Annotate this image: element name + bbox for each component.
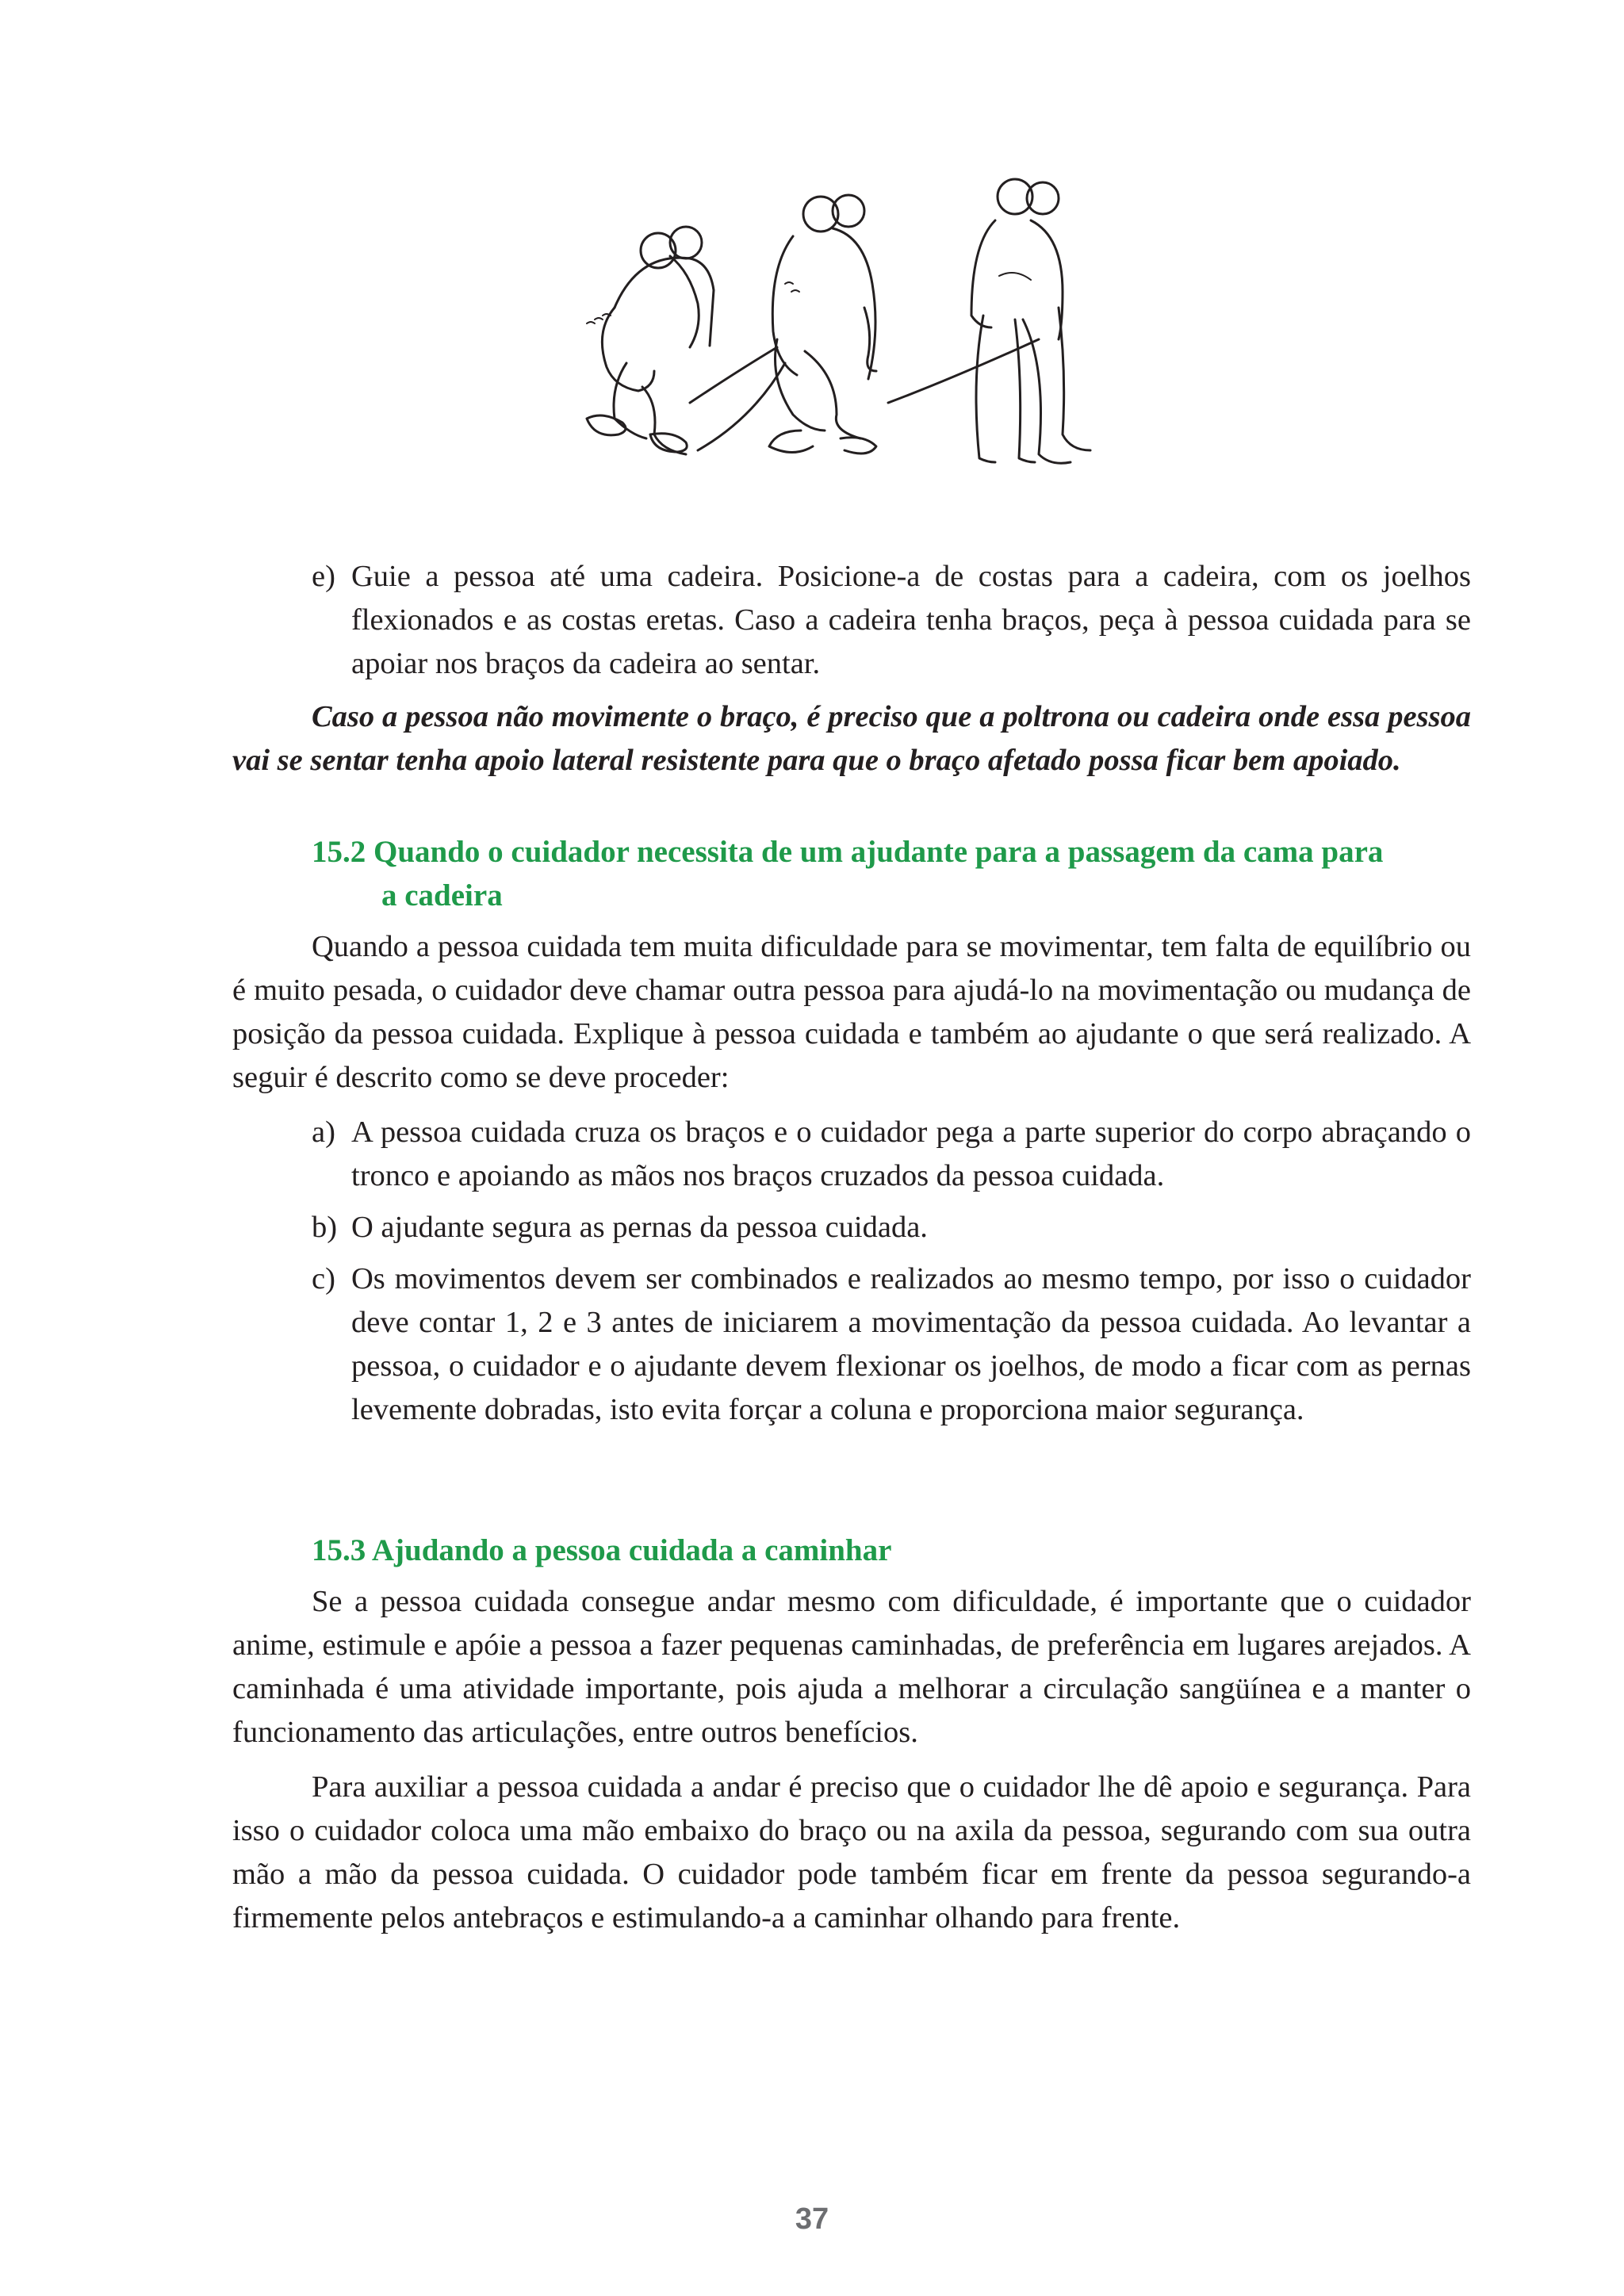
section-heading-15-3 — [232, 1529, 1471, 1572]
section-number: 15.3 — [312, 1533, 366, 1567]
list-item-b — [312, 1206, 1471, 1249]
list-marker: a) — [312, 1115, 335, 1149]
list-item-text: O ajudante segura as pernas da pessoa cuidada. — [351, 1211, 928, 1244]
illustration-step-1 — [587, 227, 785, 454]
list-item-text: Os movimentos devem ser combinados e realizados ao mesmo tempo, por isso o cuidador deve contar 1, 2 e 3 antes de iniciarem a movimentação da pessoa cuidada. Ao levantar a pessoa, o cuidador e o ajudante devem flexionar os joelhos, de modo a ficar com as pernas levemente dobradas, isto evita forçar a coluna e proporciona maior segurança. — [351, 1262, 1471, 1426]
paragraph: Quando a pessoa cuidada tem muita dificuldade para se movimentar, tem falta de equilíbrio ou é muito pesada, o cuidador deve chamar outra pessoa para ajudá-lo na movimentação ou mudança de posição da pessoa cuidada. Explique à pessoa cuidada e também ao ajudante o que será realizado. A seguir é descrito como se deve proceder: — [232, 930, 1471, 1094]
transfer-illustration — [539, 149, 1110, 515]
list-item-text: A pessoa cuidada cruza os braços e o cuidador pega a parte superior do corpo abraçando o tronco e apoiando as mãos nos braços cruzados da pessoa cuidada. — [351, 1115, 1471, 1192]
list-marker: e) — [312, 560, 335, 593]
section-title: Quando o cuidador necessita de um ajudante para a passagem da cama para — [373, 835, 1384, 869]
list-marker: b) — [312, 1211, 338, 1244]
emphasis-note: Caso a pessoa não movimente o braço, é preciso que a poltrona ou cadeira onde essa pessoa vai se sentar tenha apoio lateral resistente para que o braço afetado possa ficar bem apoiado. — [232, 700, 1471, 777]
section-heading-15-2 — [232, 830, 1471, 917]
list-item-e — [312, 555, 1471, 686]
illustration-step-3 — [971, 179, 1090, 463]
list-item-text: Guie a pessoa até uma cadeira. Posicione-a de costas para a cadeira, com os joelhos flexionados e as costas eretas. Caso a cadeira tenha braços, peça à pessoa cuidada para se apoiar nos braços da cadeira ao sentar. — [351, 560, 1471, 680]
paragraph: Para auxiliar a pessoa cuidada a andar é preciso que o cuidador lhe dê apoio e segurança. Para isso o cuidador coloca uma mão embaixo do braço ou na axila da pessoa, segurando com sua outra mão a mão da pessoa cuidada. O cuidador pode também ficar em frente da pessoa segurando-a firmemente pelos antebraços e estimulando-a a caminhar olhando para frente. — [232, 1770, 1471, 1934]
section-title: Ajudando a pessoa cuidada a caminhar — [371, 1533, 892, 1567]
illustration-step-2 — [769, 195, 1039, 453]
list-marker: c) — [312, 1262, 335, 1295]
list-item-c — [312, 1257, 1471, 1432]
paragraph: Se a pessoa cuidada consegue andar mesmo com dificuldade, é importante que o cuidador anime, estimule e apóie a pessoa a fazer pequenas caminhadas, de preferência em lugares arejados. A caminhada é uma atividade importante, pois ajuda a melhorar a circulação sangüínea e a manter o funcionamento das articulações, entre outros benefícios. — [232, 1585, 1471, 1749]
section-number: 15.2 — [312, 835, 366, 869]
list-item-a — [312, 1111, 1471, 1198]
page-number: 37 — [795, 2202, 829, 2236]
page-body — [232, 555, 1471, 1940]
section-title-continuation: a cadeira — [381, 878, 503, 913]
